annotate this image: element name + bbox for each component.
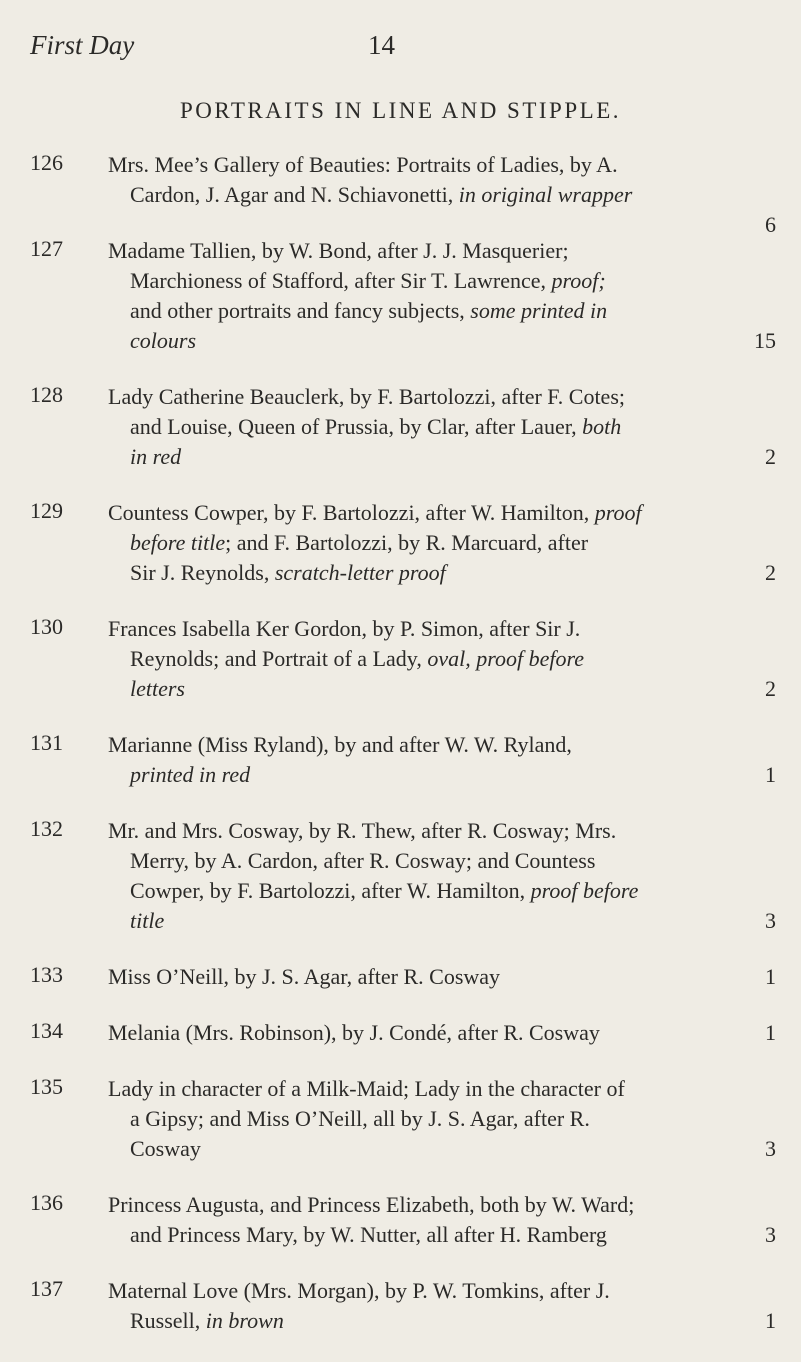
description-line — [108, 412, 776, 442]
catalogue-lot — [0, 1190, 801, 1250]
line-text: and Louise, Queen of Prussia, by Clar, after Lauer, — [130, 414, 583, 439]
italic-note: before title — [130, 530, 226, 555]
italic-note: some printed in — [470, 298, 608, 323]
line-text: Princess Augusta, and Princess Elizabeth, both by W. Ward; — [108, 1192, 635, 1217]
catalogue-lot — [0, 1018, 801, 1048]
description-line — [108, 150, 776, 180]
lot-description — [108, 498, 776, 588]
lot-description — [108, 962, 776, 992]
description-line — [108, 760, 776, 790]
running-head: First Day — [30, 30, 135, 60]
lot-number: 127 — [30, 236, 63, 261]
catalogue-lot — [0, 730, 801, 790]
lot-description — [108, 1190, 776, 1250]
line-text: and Princess Mary, by W. Nutter, all after H. Ramberg — [130, 1222, 607, 1247]
description-line — [108, 326, 776, 356]
line-text: Cowper, by F. Bartolozzi, after W. Hamilton, — [130, 878, 531, 903]
catalogue-lot — [0, 498, 801, 588]
line-text: Countess Cowper, by F. Bartolozzi, after W. Hamilton, — [108, 500, 595, 525]
italic-note: in red — [130, 444, 182, 469]
description-line — [108, 180, 776, 210]
line-text: Madame Tallien, by W. Bond, after J. J. Masquerier; — [108, 238, 569, 263]
description-line — [108, 816, 776, 846]
description-line — [108, 382, 776, 412]
lot-number: 131 — [30, 730, 63, 755]
description-line — [108, 962, 776, 992]
lot-number: 133 — [30, 962, 63, 987]
description-line — [108, 1018, 776, 1048]
line-text-continued: ; and F. Bartolozzi, by R. Marcuard, after — [225, 530, 589, 555]
lot-number: 128 — [30, 382, 63, 407]
description-line — [108, 528, 776, 558]
italic-note: in original wrapper — [458, 182, 633, 207]
description-line — [108, 730, 776, 760]
italic-note: colours — [130, 328, 196, 353]
line-text: Merry, by A. Cardon, after R. Cosway; and Countess — [130, 848, 596, 873]
lot-quantity: 2 — [765, 560, 776, 585]
lot-description — [108, 150, 776, 237]
line-text: Marchioness of Stafford, after Sir T. Lawrence, — [130, 268, 552, 293]
lot-number: 130 — [30, 614, 63, 639]
description-line — [108, 1220, 776, 1250]
lot-number: 126 — [30, 150, 63, 175]
description-line — [108, 558, 776, 588]
description-line — [108, 442, 776, 472]
description-line — [108, 906, 776, 936]
lot-description — [108, 1018, 776, 1048]
lot-quantity: 1 — [765, 964, 776, 989]
description-line — [108, 1134, 776, 1164]
lot-description — [108, 382, 776, 472]
page-header — [0, 30, 801, 70]
description-line — [108, 498, 776, 528]
italic-note: proof before — [530, 878, 639, 903]
line-text: Reynolds; and Portrait of a Lady, — [130, 646, 428, 671]
line-text: Mr. and Mrs. Cosway, by R. Thew, after R. Cosway; Mrs. — [108, 818, 617, 843]
description-line — [108, 644, 776, 674]
italic-note: letters — [130, 676, 185, 701]
lot-description — [108, 816, 776, 936]
catalogue-lot — [0, 150, 801, 237]
description-line — [108, 1104, 776, 1134]
line-text: a Gipsy; and Miss O’Neill, all by J. S. Agar, after R. — [130, 1106, 590, 1131]
italic-note: scratch-letter proof — [274, 560, 446, 585]
lot-quantity: 1 — [765, 762, 776, 787]
lot-quantity: 2 — [765, 676, 776, 701]
description-line — [108, 1190, 776, 1220]
lot-quantity: 6 — [765, 212, 776, 237]
lot-number: 132 — [30, 816, 63, 841]
line-text: Sir J. Reynolds, — [130, 560, 275, 585]
lot-quantity: 3 — [765, 1222, 776, 1247]
lot-number: 135 — [30, 1074, 63, 1099]
lot-quantity: 15 — [754, 328, 776, 353]
lot-quantity: 1 — [765, 1308, 776, 1333]
italic-note: proof; — [551, 268, 606, 293]
lot-description — [108, 1074, 776, 1164]
lot-quantity: 3 — [765, 1136, 776, 1161]
lot-description — [108, 730, 776, 790]
description-line — [108, 296, 776, 326]
catalogue-lot — [0, 1276, 801, 1336]
line-text: Frances Isabella Ker Gordon, by P. Simon, after Sir J. — [108, 616, 581, 641]
line-text: Maternal Love (Mrs. Morgan), by P. W. Tomkins, after J. — [108, 1278, 610, 1303]
catalogue-lot — [0, 382, 801, 472]
catalogue-lot — [0, 1074, 801, 1164]
italic-note: both — [582, 414, 622, 439]
italic-note: proof — [594, 500, 642, 525]
page-number: 14 — [368, 30, 395, 60]
lot-list — [0, 150, 801, 1362]
description-line — [108, 614, 776, 644]
description-line — [108, 674, 776, 704]
line-text: Marianne (Miss Ryland), by and after W. W. Ryland, — [108, 732, 572, 757]
catalogue-lot — [0, 816, 801, 936]
line-text: Russell, — [130, 1308, 206, 1333]
italic-note: title — [130, 908, 165, 933]
lot-quantity: 1 — [765, 1020, 776, 1045]
description-line — [108, 1276, 776, 1306]
catalogue-lot — [0, 962, 801, 992]
lot-number: 137 — [30, 1276, 63, 1301]
line-text: Cardon, J. Agar and N. Schiavonetti, — [130, 182, 459, 207]
lot-number: 134 — [30, 1018, 63, 1043]
lot-description — [108, 236, 776, 356]
description-line — [108, 876, 776, 906]
line-text: Mrs. Mee’s Gallery of Beauties: Portraits of Ladies, by A. — [108, 152, 618, 177]
lot-quantity: 2 — [765, 444, 776, 469]
description-line — [108, 236, 776, 266]
italic-note: printed in red — [130, 762, 251, 787]
description-line — [108, 266, 776, 296]
italic-note: in brown — [205, 1308, 284, 1333]
section-title: PORTRAITS IN LINE AND STIPPLE. — [180, 98, 621, 123]
description-line — [108, 846, 776, 876]
lot-number: 136 — [30, 1190, 63, 1215]
lot-description — [108, 1276, 776, 1336]
lot-description — [108, 614, 776, 704]
lot-quantity: 3 — [765, 908, 776, 933]
line-text: Lady in character of a Milk-Maid; Lady in the character of — [108, 1076, 625, 1101]
line-text: and other portraits and fancy subjects, — [130, 298, 471, 323]
line-text: Cosway — [130, 1136, 201, 1161]
line-text: Lady Catherine Beauclerk, by F. Bartolozzi, after F. Cotes; — [108, 384, 625, 409]
lot-number: 129 — [30, 498, 63, 523]
catalogue-lot — [0, 236, 801, 356]
catalogue-lot — [0, 614, 801, 704]
line-text: Melania (Mrs. Robinson), by J. Condé, after R. Cosway — [108, 1020, 600, 1045]
description-line — [108, 1074, 776, 1104]
italic-note: oval, proof before — [427, 646, 584, 671]
description-line — [108, 1306, 776, 1336]
line-text: Miss O’Neill, by J. S. Agar, after R. Cosway — [108, 964, 501, 989]
